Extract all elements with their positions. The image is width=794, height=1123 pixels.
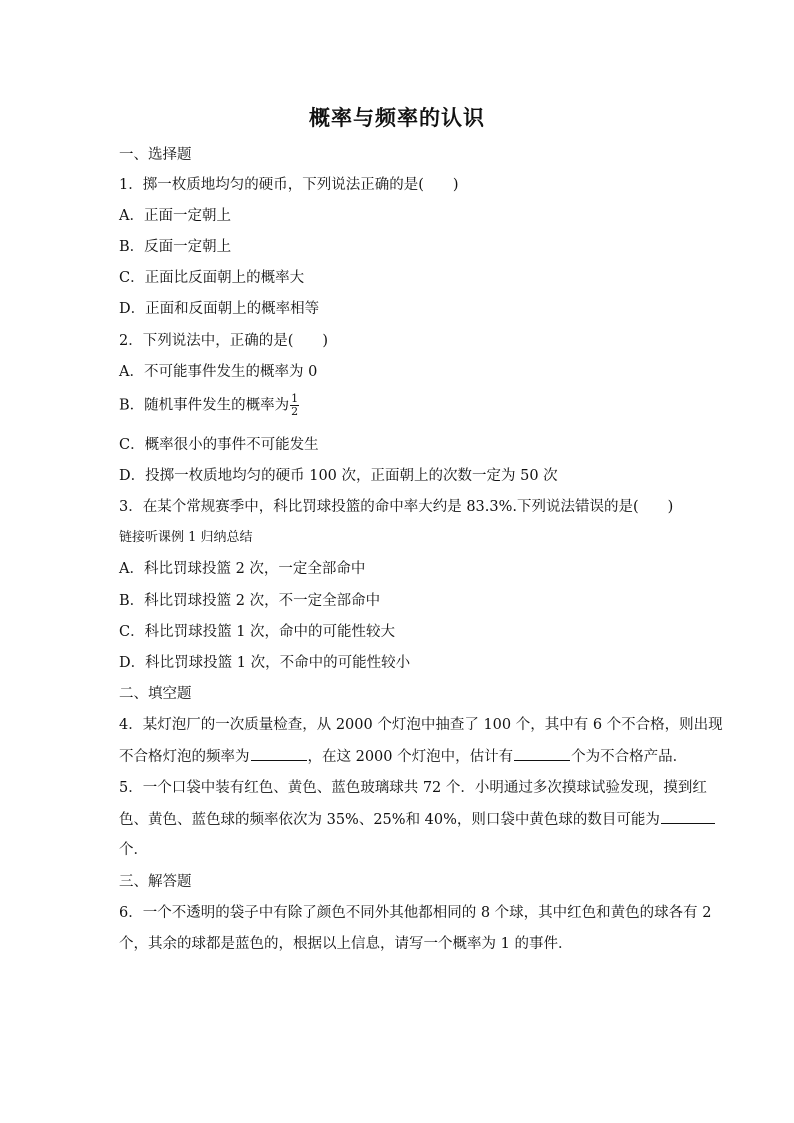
section-heading-answer: 三、解答题	[119, 874, 192, 890]
question-5-line-2	[119, 809, 716, 830]
question-3-option-c: C．科比罚球投篮 1 次，命中的可能性较大	[119, 624, 396, 640]
question-1-option-c: C．正面比反面朝上的概率大	[119, 270, 305, 286]
question-6-line-1: 6．一个不透明的袋子中有除了颜色不同外其他都相同的 8 个球，其中红色和黄色的球各有 2	[119, 905, 712, 921]
answer-blank-frequency[interactable]	[251, 746, 307, 761]
question-2-option-c: C．概率很小的事件不可能发生	[119, 437, 319, 453]
fraction-denominator: 2	[291, 405, 299, 418]
question-3-option-a: A．科比罚球投篮 2 次，一定全部命中	[119, 561, 366, 577]
question-3-option-d: D．科比罚球投篮 1 次，不命中的可能性较小	[119, 655, 411, 671]
question-4-text-a: 不合格灯泡的频率为	[119, 749, 250, 765]
question-5-line-1: 5．一个口袋中装有红色、黄色、蓝色玻璃球共 72 个．小明通过多次摸球试验发现，摸到红	[119, 780, 707, 796]
question-4-text-c: 个为不合格产品．	[571, 749, 688, 765]
question-6-line-2: 个，其余的球都是蓝色的，根据以上信息，请写一个概率为 1 的事件．	[119, 936, 573, 952]
question-4-text-b: ，在这 2000 个灯泡中，估计有	[307, 749, 514, 765]
question-5-line-3: 个．	[119, 842, 148, 858]
question-1-option-a: A．正面一定朝上	[119, 208, 231, 224]
fraction-one-half	[290, 393, 299, 418]
question-5-text: 色、黄色、蓝色球的频率依次为 35%、25%和 40%，则口袋中黄色球的数目可能为	[119, 812, 660, 828]
question-3-link-note: 链接听课例 1 归纳总结	[119, 530, 253, 545]
answer-blank-count[interactable]	[514, 746, 570, 761]
question-4-line-2	[119, 746, 687, 767]
question-2-option-d: D．投掷一枚质地均匀的硬币 100 次，正面朝上的次数一定为 50 次	[119, 468, 558, 484]
fraction-numerator: 1	[291, 392, 299, 405]
question-2-option-a: A．不可能事件发生的概率为 0	[119, 364, 318, 380]
question-2-stem: 2．下列说法中，正确的是( )	[119, 333, 329, 349]
question-1-option-d: D．正面和反面朝上的概率相等	[119, 301, 320, 317]
question-3-option-b: B．科比罚球投篮 2 次，不一定全部命中	[119, 593, 381, 609]
question-1-stem: 1．掷一枚质地均匀的硬币，下列说法正确的是( )	[119, 177, 459, 193]
question-4-line-1: 4．某灯泡厂的一次质量检查，从 2000 个灯泡中抽查了 100 个，其中有 6 个不合格，则出现	[119, 717, 723, 733]
question-1-option-b: B．反面一定朝上	[119, 239, 232, 255]
section-heading-choice: 一、选择题	[119, 147, 192, 163]
question-3-stem: 3．在某个常规赛季中，科比罚球投篮的命中率大约是 83.3%.下列说法错误的是( )	[119, 499, 674, 515]
page-title: 概率与频率的认识	[309, 105, 485, 130]
question-2-option-b-text: B．随机事件发生的概率为	[119, 397, 290, 414]
question-2-option-b	[119, 393, 299, 418]
answer-blank-yellow-count[interactable]	[661, 809, 715, 824]
section-heading-fill: 二、填空题	[119, 686, 192, 702]
